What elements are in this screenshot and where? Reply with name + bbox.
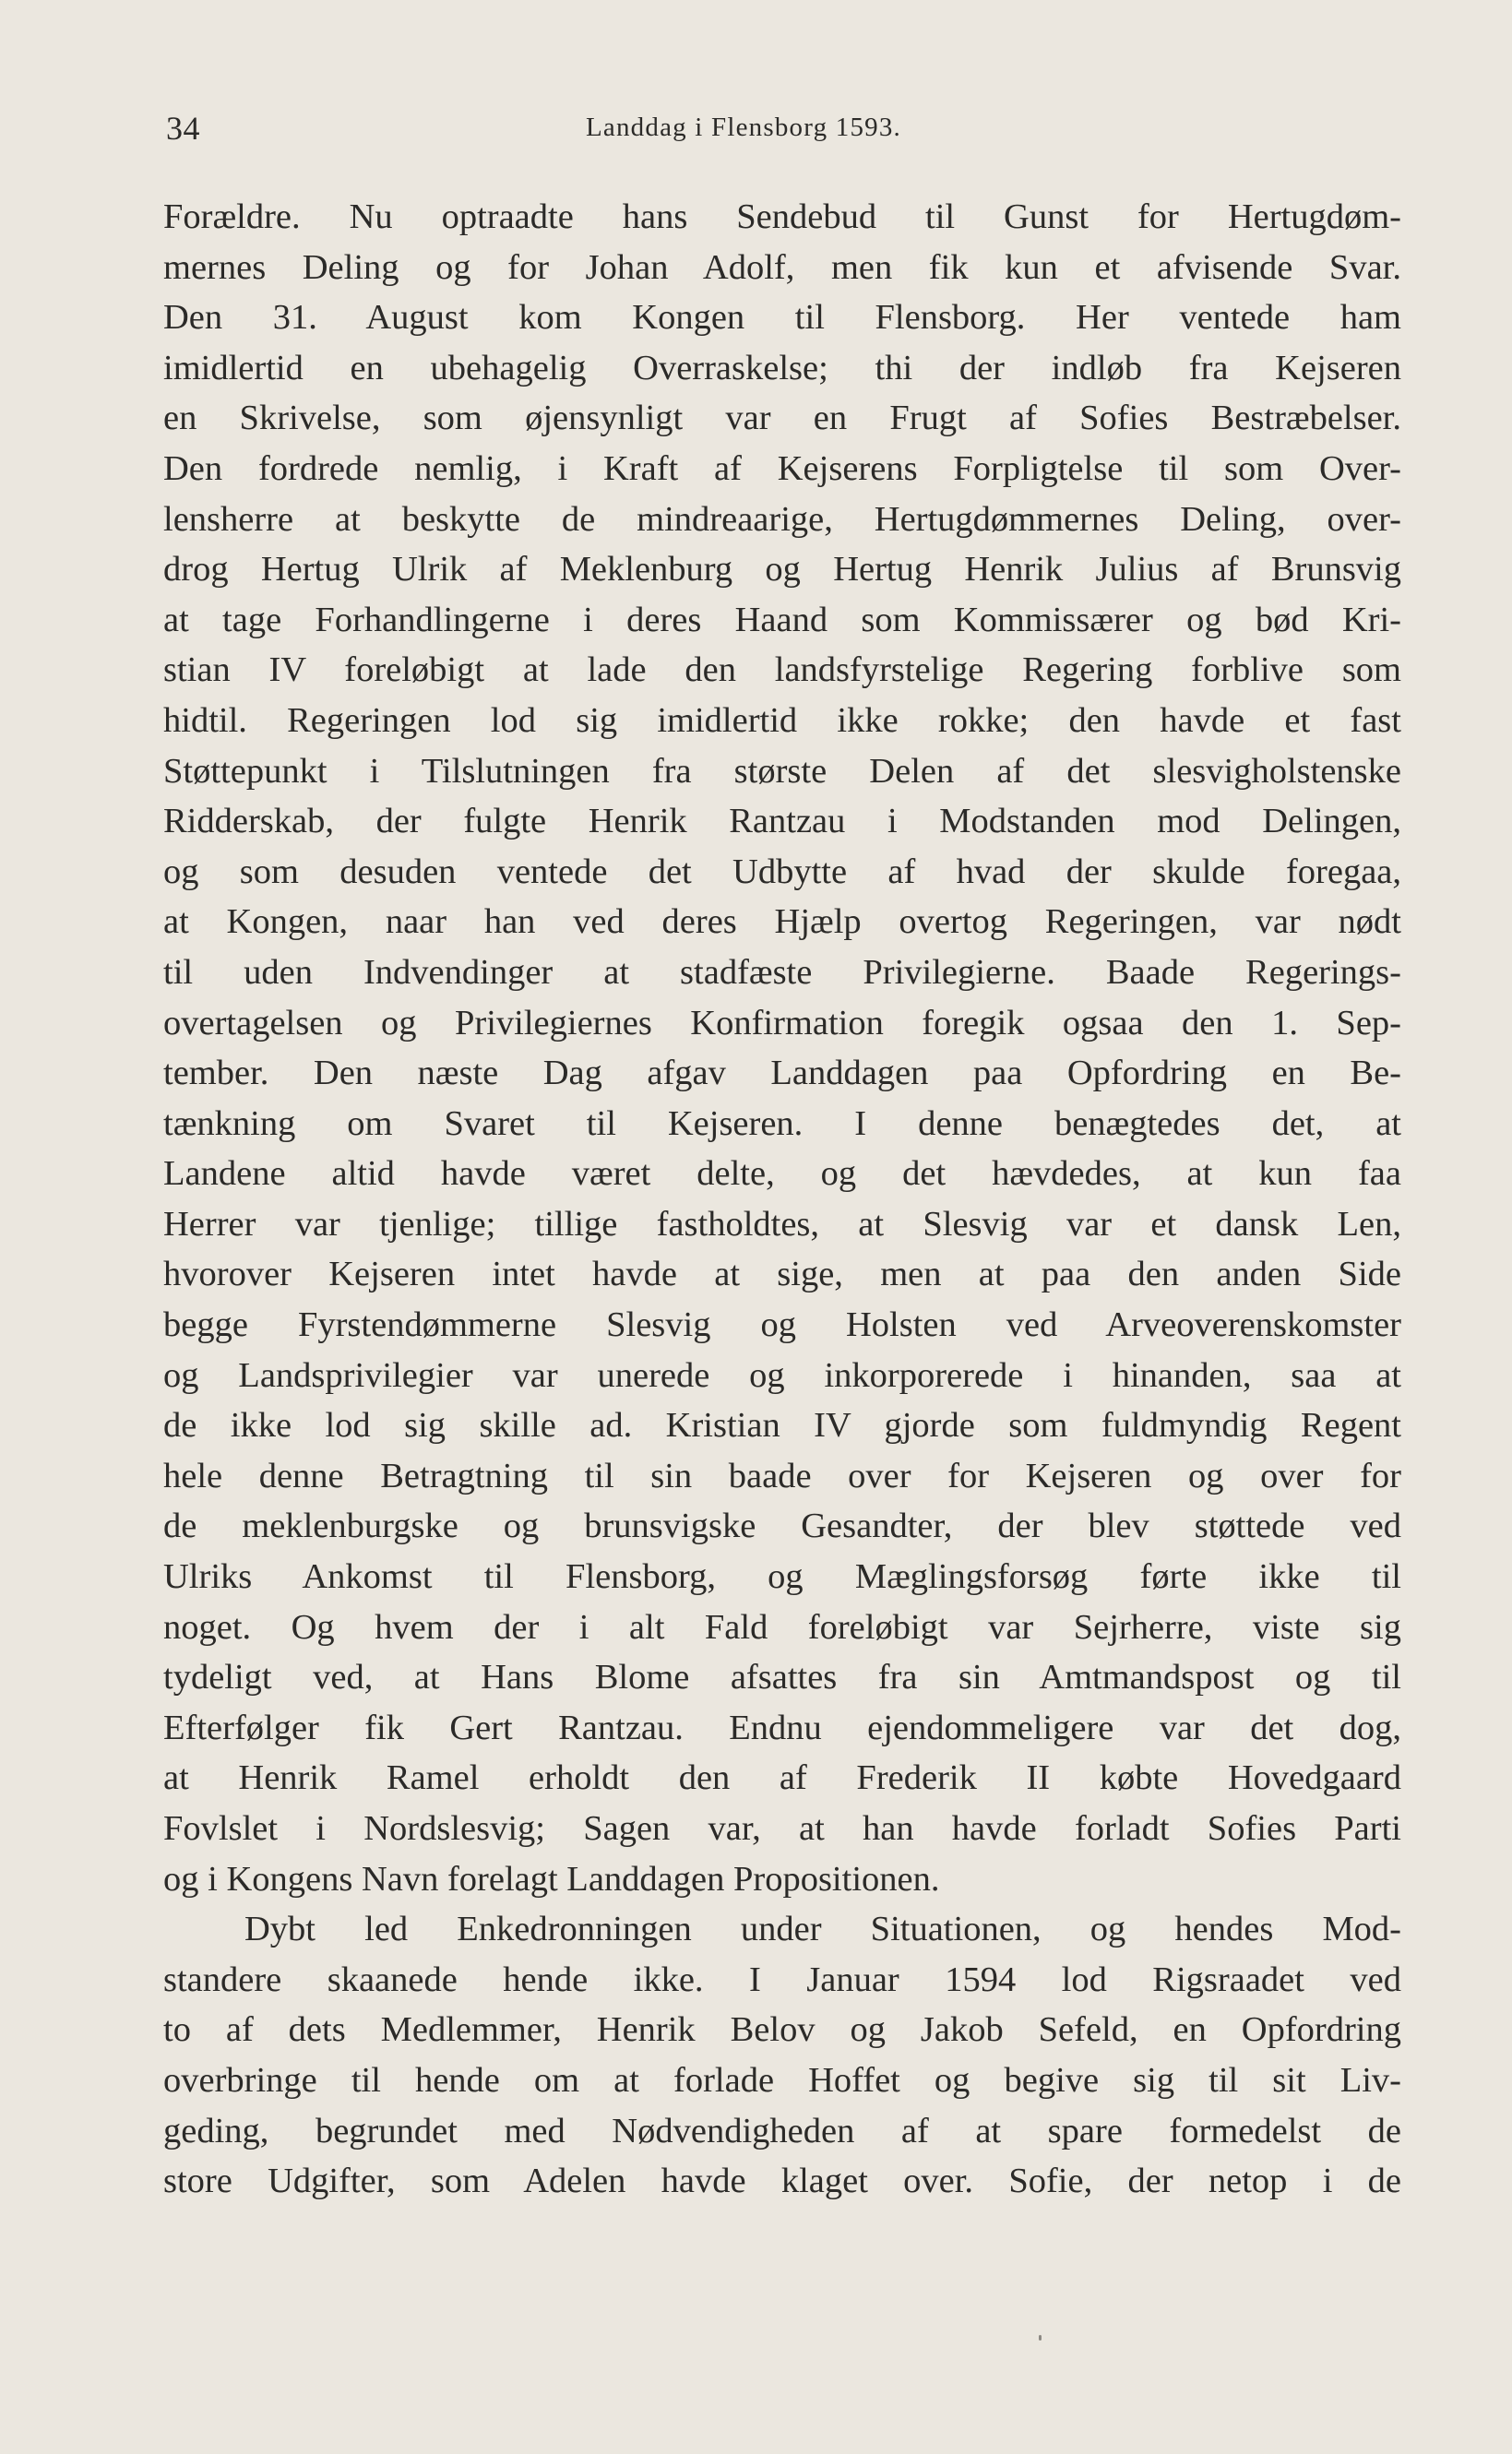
text-line: en Skrivelse, som øjensynligt var en Frugt af Sofies Bestræbelser. — [163, 399, 1401, 438]
text-line: hidtil. Regeringen lod sig imidlertid ikke rokke; den havde et fast — [163, 700, 1401, 740]
text-line: to af dets Medlemmer, Henrik Belov og Jakob Sefeld, en Opfordring — [163, 2010, 1401, 2050]
text-line: Ulriks Ankomst til Flensborg, og Mæglingsforsøg førte ikke til — [163, 1557, 1401, 1597]
text-line: at tage Forhandlingerne i deres Haand som Kommissærer og bød Kri- — [163, 600, 1401, 639]
text-line: Ridderskab, der fulgte Henrik Rantzau i Modstanden mod Delingen, — [163, 802, 1401, 841]
text-line: begge Fyrstendømmerne Slesvig og Holsten ved Arveoverenskomster — [163, 1305, 1401, 1345]
text-line: Den 31. August kom Kongen til Flensborg. Her ventede ham — [163, 298, 1401, 338]
page-header — [166, 109, 1402, 155]
text-line: Fovlslet i Nordslesvig; Sagen var, at han havde forladt Sofies Parti — [163, 1809, 1401, 1848]
body-text — [163, 192, 1401, 2207]
paper-speck — [1039, 2335, 1042, 2341]
text-line: overbringe til hende om at forlade Hoffet og begive sig til sit Liv- — [163, 2060, 1401, 2100]
text-line: at Henrik Ramel erholdt den af Frederik II købte Hovedgaard — [163, 1758, 1401, 1798]
text-line: Dybt led Enkedronningen under Situationen, og hendes Mod- — [244, 1910, 1401, 1949]
text-line: og i Kongens Navn forelagt Landdagen Propositionen. — [163, 1859, 940, 1899]
text-line: standere skaanede hende ikke. I Januar 1594 lod Rigsraadet ved — [163, 1960, 1401, 1999]
text-line: de ikke lod sig skille ad. Kristian IV gjorde som fuldmyndig Regent — [163, 1406, 1401, 1446]
text-line: hele denne Betragtning til sin baade over for Kejseren og over for — [163, 1456, 1401, 1495]
text-line: Støttepunkt i Tilslutningen fra største Delen af det slesvigholstenske — [163, 751, 1401, 791]
text-line: mernes Deling og for Johan Adolf, men fik kun et afvisende Svar. — [163, 247, 1401, 287]
text-line: geding, begrundet med Nødvendigheden af at spare formedelst de — [163, 2111, 1401, 2150]
text-line: tydeligt ved, at Hans Blome afsattes fra sin Amtmandspost og til — [163, 1658, 1401, 1698]
text-line: Landene altid havde været delte, og det hævdedes, at kun faa — [163, 1154, 1401, 1194]
text-line: store Udgifter, som Adelen havde klaget over. Sofie, der netop i de — [163, 2162, 1401, 2201]
text-line: tember. Den næste Dag afgav Landdagen paa Opfordring en Be- — [163, 1054, 1401, 1093]
text-line: at Kongen, naar han ved deres Hjælp overtog Regeringen, var nødt — [163, 902, 1401, 942]
text-line: til uden Indvendinger at stadfæste Privilegierne. Baade Regerings- — [163, 952, 1401, 992]
page-number: 34 — [166, 110, 200, 147]
text-line: og som desuden ventede det Udbytte af hvad der skulde foregaa, — [163, 852, 1401, 891]
text-line: stian IV foreløbigt at lade den landsfyrstelige Regering forblive som — [163, 650, 1401, 690]
paragraph — [163, 192, 1401, 1904]
text-line: de meklenburgske og brunsvigske Gesandter, der blev støttede ved — [163, 1507, 1401, 1546]
paragraph — [163, 1904, 1401, 2207]
running-head: Landdag i Flensborg 1593. — [586, 113, 901, 142]
text-line: Efterfølger fik Gert Rantzau. Endnu ejendommeligere var det dog, — [163, 1708, 1401, 1747]
text-line: Forældre. Nu optraadte hans Sendebud til Gunst for Hertugdøm- — [163, 197, 1401, 236]
text-line: drog Hertug Ulrik af Meklenburg og Hertug Henrik Julius af Brunsvig — [163, 550, 1401, 590]
text-line: hvorover Kejseren intet havde at sige, men at paa den anden Side — [163, 1255, 1401, 1294]
text-line: tænkning om Svaret til Kejseren. I denne benægtedes det, at — [163, 1103, 1401, 1143]
text-line: overtagelsen og Privilegiernes Konfirmation foregik ogsaa den 1. Sep- — [163, 1003, 1401, 1042]
text-line: imidlertid en ubehagelig Overraskelse; thi der indløb fra Kejseren — [163, 348, 1401, 387]
text-line: Herrer var tjenlige; tillige fastholdtes, at Slesvig var et dansk Len, — [163, 1204, 1401, 1244]
text-line: lensherre at beskytte de mindreaarige, Hertugdømmernes Deling, over- — [163, 499, 1401, 539]
text-line: Den fordrede nemlig, i Kraft af Kejserens Forpligtelse til som Over- — [163, 448, 1401, 488]
text-line: og Landsprivilegier var unerede og inkorporerede i hinanden, saa at — [163, 1355, 1401, 1395]
text-line: noget. Og hvem der i alt Fald foreløbigt var Sejrherre, viste sig — [163, 1607, 1401, 1647]
